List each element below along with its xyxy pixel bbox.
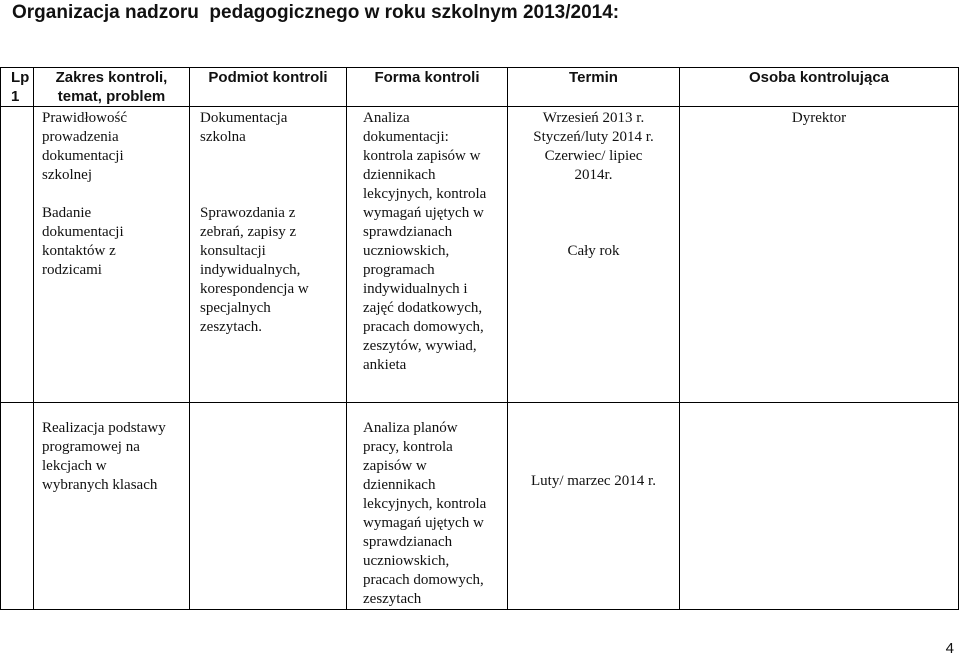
- text-line: pracach domowych,: [363, 319, 484, 335]
- text-line: Analiza: [363, 110, 410, 126]
- row1-term-b: Cały rok: [567, 243, 620, 259]
- text-line: kontaktów z: [42, 243, 116, 259]
- header-scope-line2: temat, problem: [57, 88, 166, 105]
- text-line: dokumentacji: [42, 224, 124, 240]
- text-line: programowej na: [42, 439, 140, 455]
- text-line: Dokumentacja: [200, 110, 288, 126]
- text-line: wybranych klasach: [42, 477, 158, 493]
- supervision-table: [0, 67, 959, 610]
- text-line: zebrań, zapisy z: [200, 224, 297, 240]
- text-line: lekcyjnych, kontrola: [363, 186, 487, 202]
- text-line: szkolnej: [42, 167, 92, 183]
- row1-scope-a: [42, 109, 189, 185]
- row1-subject-a: [200, 109, 346, 147]
- text-line: pracy, kontrola: [363, 439, 453, 455]
- row1-lp: 1: [11, 88, 20, 105]
- header-scope-line1: Zakres kontroli,: [55, 69, 168, 86]
- row2-person: [680, 403, 959, 610]
- header-lp: [1, 68, 34, 107]
- text-line: dziennikach: [363, 167, 436, 183]
- text-line: sprawdzianach: [363, 224, 453, 240]
- row2-term: [508, 403, 680, 610]
- text-line: zeszytów, wywiad,: [363, 338, 477, 354]
- row2-subject: [190, 403, 347, 610]
- text-line: zeszytach.: [200, 319, 263, 335]
- text-line: dziennikach: [363, 477, 436, 493]
- row1-form: [347, 107, 508, 403]
- text-line: Analiza planów: [363, 420, 458, 436]
- row1-scope-b: [42, 204, 189, 280]
- text-line: indywidualnych i: [363, 281, 468, 297]
- text-line: pracach domowych,: [363, 572, 484, 588]
- text-line: Czerwiec/ lipiec: [544, 148, 643, 164]
- text-line: wymagań ujętych w: [363, 205, 484, 221]
- text-line: Sprawozdania z: [200, 205, 296, 221]
- row1-scope: [34, 107, 190, 403]
- row1-term: [508, 107, 680, 403]
- table-header-row: [1, 68, 959, 107]
- text-line: lekcyjnych, kontrola: [363, 496, 487, 512]
- text-line: konsultacji: [200, 243, 266, 259]
- text-line: specjalnych: [200, 300, 271, 316]
- page-number: 4: [945, 640, 954, 657]
- text-line: Wrzesień 2013 r.: [542, 110, 645, 126]
- text-line: prowadzenia: [42, 129, 119, 145]
- text-line: szkolna: [200, 129, 246, 145]
- header-scope: [34, 68, 190, 107]
- table-row: [1, 107, 959, 403]
- text-line: rodzicami: [42, 262, 102, 278]
- text-line: Badanie: [42, 205, 92, 221]
- header-person: Osoba kontrolująca: [680, 68, 959, 107]
- header-form: Forma kontroli: [347, 68, 508, 107]
- text-line: Realizacja podstawy: [42, 420, 166, 436]
- row1-subject-b: [200, 204, 346, 337]
- table-row: [1, 403, 959, 610]
- row2-form: [347, 403, 508, 610]
- text-line: uczniowskich,: [363, 553, 450, 569]
- text-line: zajęć dodatkowych,: [363, 300, 483, 316]
- text-line: uczniowskich,: [363, 243, 450, 259]
- text-line: wymagań ujętych w: [363, 515, 484, 531]
- row1-lp-cell: [1, 107, 34, 403]
- row2-lp: [1, 403, 34, 610]
- row2-scope: [34, 403, 190, 610]
- text-line: programach: [363, 262, 435, 278]
- text-line: sprawdzianach: [363, 534, 453, 550]
- text-line: dokumentacji: [42, 148, 124, 164]
- row1-person: Dyrektor: [680, 107, 959, 403]
- header-subject: Podmiot kontroli: [190, 68, 347, 107]
- text-line: Styczeń/luty 2014 r.: [533, 129, 654, 145]
- text-line: indywidualnych,: [200, 262, 301, 278]
- text-line: zapisów w: [363, 458, 427, 474]
- text-line: dokumentacji:: [363, 129, 449, 145]
- text-line: korespondencja w: [200, 281, 309, 297]
- text-line: zeszytach: [363, 591, 422, 607]
- text-line: Prawidłowość: [42, 110, 127, 126]
- text-line: kontrola zapisów w: [363, 148, 481, 164]
- document-title: Organizacja nadzoru pedagogicznego w roku szkolnym 2013/2014:: [12, 2, 620, 23]
- header-lp-label: Lp: [11, 69, 30, 86]
- text-line: ankieta: [363, 357, 407, 373]
- row1-subject: [190, 107, 347, 403]
- text-line: lekcjach w: [42, 458, 107, 474]
- header-term: Termin: [508, 68, 680, 107]
- row1-term-a: [508, 109, 679, 185]
- row2-term-text: Luty/ marzec 2014 r.: [531, 473, 656, 489]
- text-line: 2014r.: [574, 167, 613, 183]
